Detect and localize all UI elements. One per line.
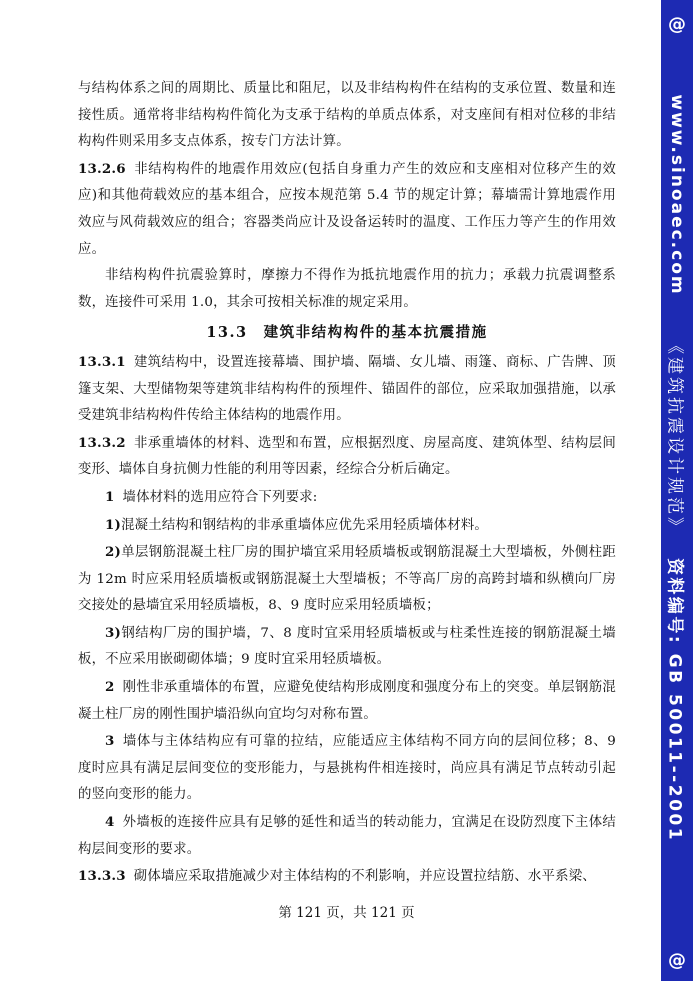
item-text: 钢结构厂房的围护墙，7、8 度时宜采用轻质墙板或与柱柔性连接的钢筋混凝土墙板，不应采用嵌砌砌体墙；9 度时宜采用轻质墙板。 [78, 625, 616, 668]
website-link[interactable]: www.sinoaec.com [667, 94, 687, 296]
item-text: 外墙板的连接件应具有足够的延性和适当的转动能力，宜满足在设防烈度下主体结构层间变形的要求。 [78, 815, 616, 857]
clause-text: 建筑结构中，设置连接幕墙、围护墙、隔墙、女儿墙、雨篷、商标、广告牌、顶篷支架、大型储物架等建筑非结构构件的预埋件、锚固件的部位，应采取加强措施，以承受建筑非结构构件传给主体结构的地震作用。 [78, 354, 616, 424]
item-text: 刚性非承重墙体的布置，应避免使结构形成刚度和强度分布上的突变。单层钢筋混凝土柱厂房的刚性围护墙沿纵向宜均匀对称布置。 [78, 680, 616, 722]
clause-number: 13.3.2 [78, 434, 126, 451]
clause-number: 13.3.3 [78, 868, 126, 885]
item-text: 墙体材料的选用应符合下列要求: [122, 489, 318, 505]
list-item [78, 539, 616, 620]
paragraph [78, 76, 616, 156]
clause-13-2-6 [78, 156, 616, 263]
clause-text: 非承重墙体的材料、选型和布置，应根据烈度、房屋高度、建筑体型、结构层间变形、墙体自身抗侧力性能的利用等因素，经综合分析后确定。 [78, 435, 616, 478]
section-title: 建筑非结构构件的基本抗震措施 [263, 324, 488, 342]
list-item [78, 512, 616, 540]
clause-text: 砌体墙应采取措施减少对主体结构的不利影响，并应设置拉结筋、水平系梁、 [133, 869, 596, 885]
item-number: 4 [105, 814, 115, 831]
page-footer: 第 121 页，共 121 页 [278, 905, 415, 921]
section-number: 13.3 [206, 324, 248, 342]
list-item [78, 484, 616, 512]
clause-number: 13.2.6 [78, 160, 126, 177]
list-item [78, 728, 616, 809]
item-text: 墙体与主体结构应有可靠的拉结，应能适应主体结构不同方向的层间位移；8、9 度时应具有满足层间变位的变形能力，与悬挑构件相连接时，尚应具有满足节点转动引起的竖向变形的能力。 [78, 734, 616, 803]
item-number: 1) [105, 516, 122, 533]
clause-13-3-1 [78, 349, 616, 430]
side-banner [661, 0, 693, 981]
at-icon: @ [668, 950, 686, 971]
clause-text: 非结构构件的地震作用效应(包括自身重力产生的效应和支座相对位移产生的效应)和其他荷载效应的基本组合，应按本规范第 5.4 节的规定计算；幕墙需计算地震作用效应与风荷载效应的组合；容器类尚应计及设备运转时的温度、工作压力等产生的作用效应。 [78, 161, 616, 257]
paragraph-text: 非结构构件抗震验算时，摩擦力不得作为抵抗地震作用的抗力；承载力抗震调整系数，连接件可采用 1.0，其余可按相关标准的规定采用。 [78, 268, 616, 310]
paragraph-text: 与结构体系之间的周期比、质量比和阻尼，以及非结构构件在结构的支承位置、数量和连接性质。通常将非结构构件简化为支承于结构的单质点体系，对支座间有相对位移的非结构构件则采用多支点体系，按专门方法计算。 [78, 81, 616, 150]
item-number: 3 [105, 733, 115, 750]
list-item [78, 809, 616, 863]
item-number: 2 [105, 679, 115, 696]
list-item [78, 674, 616, 728]
paragraph [78, 263, 616, 316]
clause-13-3-3 [78, 863, 616, 891]
clause-13-3-2 [78, 430, 616, 484]
at-icon: @ [668, 14, 686, 35]
item-number: 1 [105, 488, 115, 505]
item-text: 混凝土结构和钢结构的非承重墙体应优先采用轻质墙体材料。 [121, 517, 489, 533]
document-body [78, 76, 616, 891]
document-number: 资料编号: GB 50011--2001 [664, 557, 685, 843]
list-item [78, 620, 616, 674]
section-heading [78, 320, 616, 347]
item-number: 3) [105, 624, 122, 641]
clause-number: 13.3.1 [78, 353, 126, 370]
book-title: 《建筑抗震设计规范》 [664, 337, 685, 537]
item-text: 单层钢筋混凝土柱厂房的围护墙宜采用轻质墙板或钢筋混凝土大型墙板，外侧柱距为 12m 时应采用轻质墙板或钢筋混凝土大型墙板；不等高厂房的高跨封墙和纵横向厂房交接处的悬墙宜采用轻质墙板，8、9 度时应采用轻质墙板； [78, 545, 616, 614]
item-number: 2) [105, 544, 122, 561]
